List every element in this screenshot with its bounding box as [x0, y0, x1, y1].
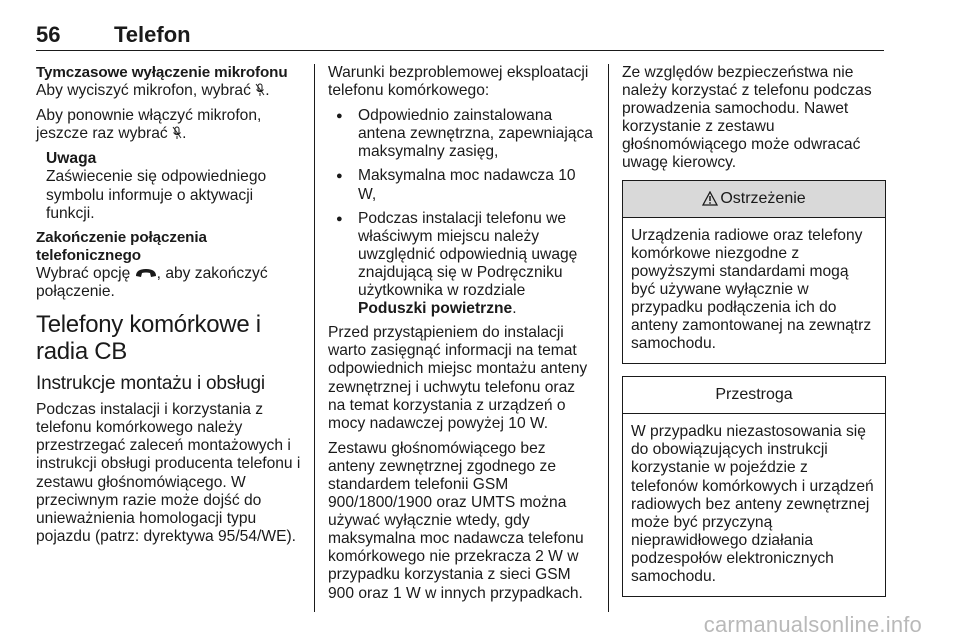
paragraph-end-call: Wybrać opcję , aby zakończyć połączenie.	[36, 264, 268, 301]
paragraph-install: Podczas instalacji i korzystania z telefonu komórkowego należy przestrzegać zaleceń montażowych i instrukcji obsługi producenta telefonu i zestawu głośnomówiącego. W przeciwnym razie może dojść do unieważnienia homologacji typu pojazdu (patrz: dyrektywa 95/54/WE).	[36, 401, 301, 545]
microphone-mute-icon	[172, 126, 182, 140]
microphone-mute-icon	[255, 83, 265, 97]
caution-text: W przypadku niezastosowania się do obowiązujących instrukcji korzystanie w pojeździe z telefonów komórkowych i urządzeń radiowych bez anteny zewnętrznej może być przyczyną nieprawidłowego działania podzespołów elektronicznych samochodu.	[631, 423, 874, 585]
column-1	[36, 64, 302, 553]
caution-title: Przestroga	[715, 386, 793, 404]
paragraph-mute-1: Aby wyciszyć mikrofon, wybrać .	[36, 82, 270, 100]
conditions-list	[328, 107, 594, 318]
list-item: ● Odpowiednio zainstalowana antena zewnętrzna, zapewniająca maksymalny zasięg,	[328, 107, 594, 161]
watermark: carmanualsonline.info	[703, 612, 922, 637]
note-text: Zaświecenie się odpowiedniego symbolu informuje o aktywacji funkcji.	[46, 168, 267, 222]
note	[46, 150, 302, 222]
paragraph-before-install: Przed przystąpieniem do instalacji warto zasięgnąć informacji na temat odpowiednich miejsc montażu anteny zewnętrznej i uchwytu telefonu oraz na temat korzystania z urządzeń o mocy nadawczej powyżej 10 W.	[328, 324, 588, 432]
page-number: 56	[36, 22, 61, 47]
column-divider-2	[608, 64, 609, 612]
column-3	[622, 64, 886, 597]
page-title: Telefon	[114, 22, 191, 47]
note-title: Uwaga	[46, 150, 97, 168]
section-heading: Telefony komórkowe i radia CB	[36, 311, 261, 366]
subsection-heading: Instrukcje montażu i obsługi	[36, 373, 265, 395]
warning-title: Ostrzeżenie	[720, 189, 806, 207]
list-item: ● Maksymalna moc nadawcza 10 W,	[328, 167, 594, 203]
page-header	[36, 22, 884, 51]
warning-text: Urządzenia radiowe oraz telefony komórkowe niezgodne z powyższymi standardami mogą być używane wyłącznie w przypadku podłączenia ich do anteny zamontowanej na zewnątrz samochodu.	[631, 226, 872, 353]
caution-header	[623, 377, 885, 414]
paragraph-safety: Ze względów bezpieczeństwa nie należy korzystać z telefonu podczas prowadzenia samochodu. Nawet korzystanie z zestawu głośnomówiącego może odwracać uwagę kierowcy.	[622, 64, 872, 172]
warning-header	[623, 181, 885, 218]
list-item: ● Podczas instalacji telefonu we właściwym miejscu należy uwzględnić odpowiednią uwagę znajdującą się w Podręczniku użytkownika w rozdziale Poduszki powietrzne.	[328, 210, 594, 319]
caution-box	[622, 376, 886, 597]
warning-box	[622, 180, 886, 365]
heading-mute: Tymczasowe wyłączenie mikrofonu	[36, 64, 288, 81]
paragraph-handsfree: Zestawu głośnomówiącego bez anteny zewnętrznej zgodnego ze standardem telefonii GSM 900/1800/1900 oraz UMTS można używać wyłącznie wtedy, gdy maksymalna moc nadawcza telefonu komórkowego nie przekracza 2 W w przypadku korzystania z sieci GSM 900 oraz 1 W w innych przypadkach.	[328, 439, 584, 602]
paragraph-conditions: Warunki bezproblemowej eksploatacji telefonu komórkowego:	[328, 64, 589, 100]
column-divider-1	[314, 64, 315, 612]
warning-triangle-icon	[702, 191, 718, 206]
hang-up-icon	[135, 267, 157, 279]
paragraph-mute-2: Aby ponownie włączyć mikrofon, jeszcze raz wybrać .	[36, 107, 262, 143]
column-2	[328, 64, 594, 610]
reference-link: Poduszki powietrzne	[358, 300, 513, 318]
heading-end-call: Zakończenie połączenia telefonicznego	[36, 228, 207, 264]
